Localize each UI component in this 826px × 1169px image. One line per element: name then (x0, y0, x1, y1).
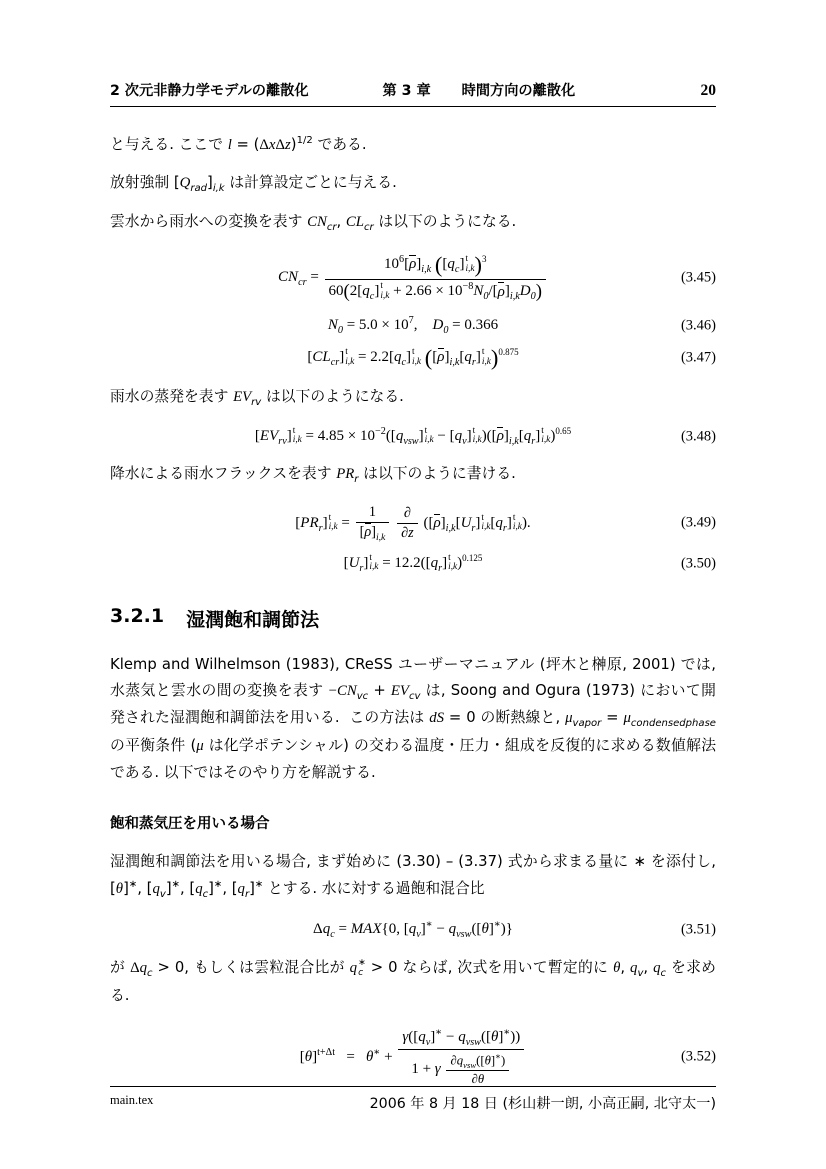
paragraph-1: と与える. ここで $l = (\Delta x\Delta z)^{1/2}$ である. (110, 135, 367, 153)
equation-3-48: $[EV_{rv}]$ t i,k = $4.85 \times 10^{-2}([q_{vsw}]$ t i,k − $[q_v]$ t i,k )([ρ ]$_{i,k}[q_r]$ t i,k )$^{0.65}$ (3.48) (254, 425, 716, 447)
equation-number-3-52: (3.52) (680, 1048, 716, 1065)
header-chapter (383, 80, 701, 100)
paragraph-7: 湿潤飽和調節法を用いる場合, まず始めに (3.30) – (3.37) 式から求まる量に ∗ を添付し, [θ]∗, $[q_v]^∗$, $[q_c]^∗$, $[q_r]^∗$ とする. 水に対する過飽和混合比 (110, 852, 716, 900)
section-number: 3.2.1 (110, 604, 165, 627)
paragraph-4: 雨水の蒸発を表す $EV_{rv}$ は以下のようになる. (110, 388, 404, 409)
equation-number-3-46: (3.46) (680, 317, 716, 334)
equation-3-49: $[PR_r]$ t i,k = 1 [ρ ]$_{i,k}$ $\frac{\partial}{\partial z}$ ([ρ ]$_{i,k}[U_r]$ t i,k $[q_r]$ t i,k ). (3.49) (295, 503, 716, 543)
paragraph-8: が $\Delta q_c > 0$, もしくは雲粒混合比が q ∗ c > 0 ならば, 次式を用いて暫定的に θ, $q_v$, $q_c$ を求める. (110, 957, 716, 1004)
paragraph-2: 放射強制 $[Q_{rad}]_{i,k}$ は計算設定ごとに与える. (110, 173, 397, 194)
subsection-heading: 飽和蒸気圧を用いる場合 (110, 815, 270, 832)
equation-number-3-51: (3.51) (680, 921, 716, 938)
equation-number-3-49: (3.49) (680, 514, 716, 531)
page-footer (110, 1086, 716, 1113)
equation-3-45: $CN_{cr}$ = $10^6[\rho$ ]$_{i,k}$ ($[q_c]$ t i,k )$^3$ $60(2[q_c]$ t i,k + $2.66 \times 10^{-8}N_0/[\rho$ ]$_{i,k}D_0$) (3.45) (278, 252, 716, 303)
page-content (110, 80, 716, 1095)
paragraph-3: 雲水から雨水への変換を表す $CN_{cr}$, $CL_{cr}$ は以下のようになる. (110, 213, 517, 234)
header-page-number: 20 (700, 82, 716, 99)
footer-date-authors: 2006 年 8 月 18 日 (杉山耕一朗, 小高正嗣, 北守太一) (369, 1096, 716, 1112)
equation-3-52: $[\theta]^{t+\Delta t} = \theta^∗$ + $\gamma([q_v]^∗ - q_{vsw}([\theta]^∗))$ 1 + γ $\frac{\partial q_{vsw}([\theta]^∗)}{\partial\theta}$ (3.52) (299, 1026, 716, 1087)
header-chapter-number: 第 3 章 (382, 83, 431, 99)
paragraph-5: 降水による雨水フラックスを表す $PR_r$ は以下のように書ける. (110, 464, 516, 485)
equation-3-46: $N_0 = 5.0 \times 10^7$, $D_0 = 0.366$ (3.46) (327, 315, 716, 337)
equation-3-51: $\Delta q_c = MAX\{0$, $[q_v]^∗ - q_{vsw}([\theta]^∗)$} (3.51) (313, 919, 716, 941)
paragraph-6: Klemp and Wilhelmson (1983), CReSS ユーザーマニュアル (坪木と榊原, 2001) では, 水蒸気と雲水の間の変換を表す $-CN_{vc} + EV_{cv}$ は, Soong and Ogura (1973) において開発された湿潤飽和調節法を用いる. この方法は dS = 0 の断熱線と, $\mu_{vapor} = \mu_{condensedphase}$ の平衡条件 (μ は化学ポテンシャル) の交わる温度・圧力・組成を反復的に求める数値解法である. 以下ではそのやり方を解説する. (110, 655, 716, 781)
header-left-title: 2 次元非静力学モデルの離散化 (110, 83, 309, 99)
equation-number-3-50: (3.50) (680, 555, 716, 572)
equation-3-50: $[U_r]$ t i,k = $12.2([q_r]$ t i,k )$^{0.125}$ (3.50) (343, 552, 716, 574)
equation-3-47: $[CL_{cr}]$ t i,k = $2.2[q_c]$ t i,k ([ρ ]$_{i,k}[q_r]$ t i,k )$^{0.875}$ (3.47) (307, 345, 716, 371)
header-chapter-title: 時間方向の離散化 (461, 83, 576, 99)
equation-number-3-45: (3.45) (680, 269, 716, 286)
equation-number-3-47: (3.47) (680, 349, 716, 366)
section-heading (110, 605, 716, 632)
section-title: 湿潤飽和調節法 (186, 608, 320, 631)
equation-number-3-48: (3.48) (680, 428, 716, 445)
page-header (110, 80, 716, 107)
footer-filename: main.tex (110, 1093, 154, 1107)
